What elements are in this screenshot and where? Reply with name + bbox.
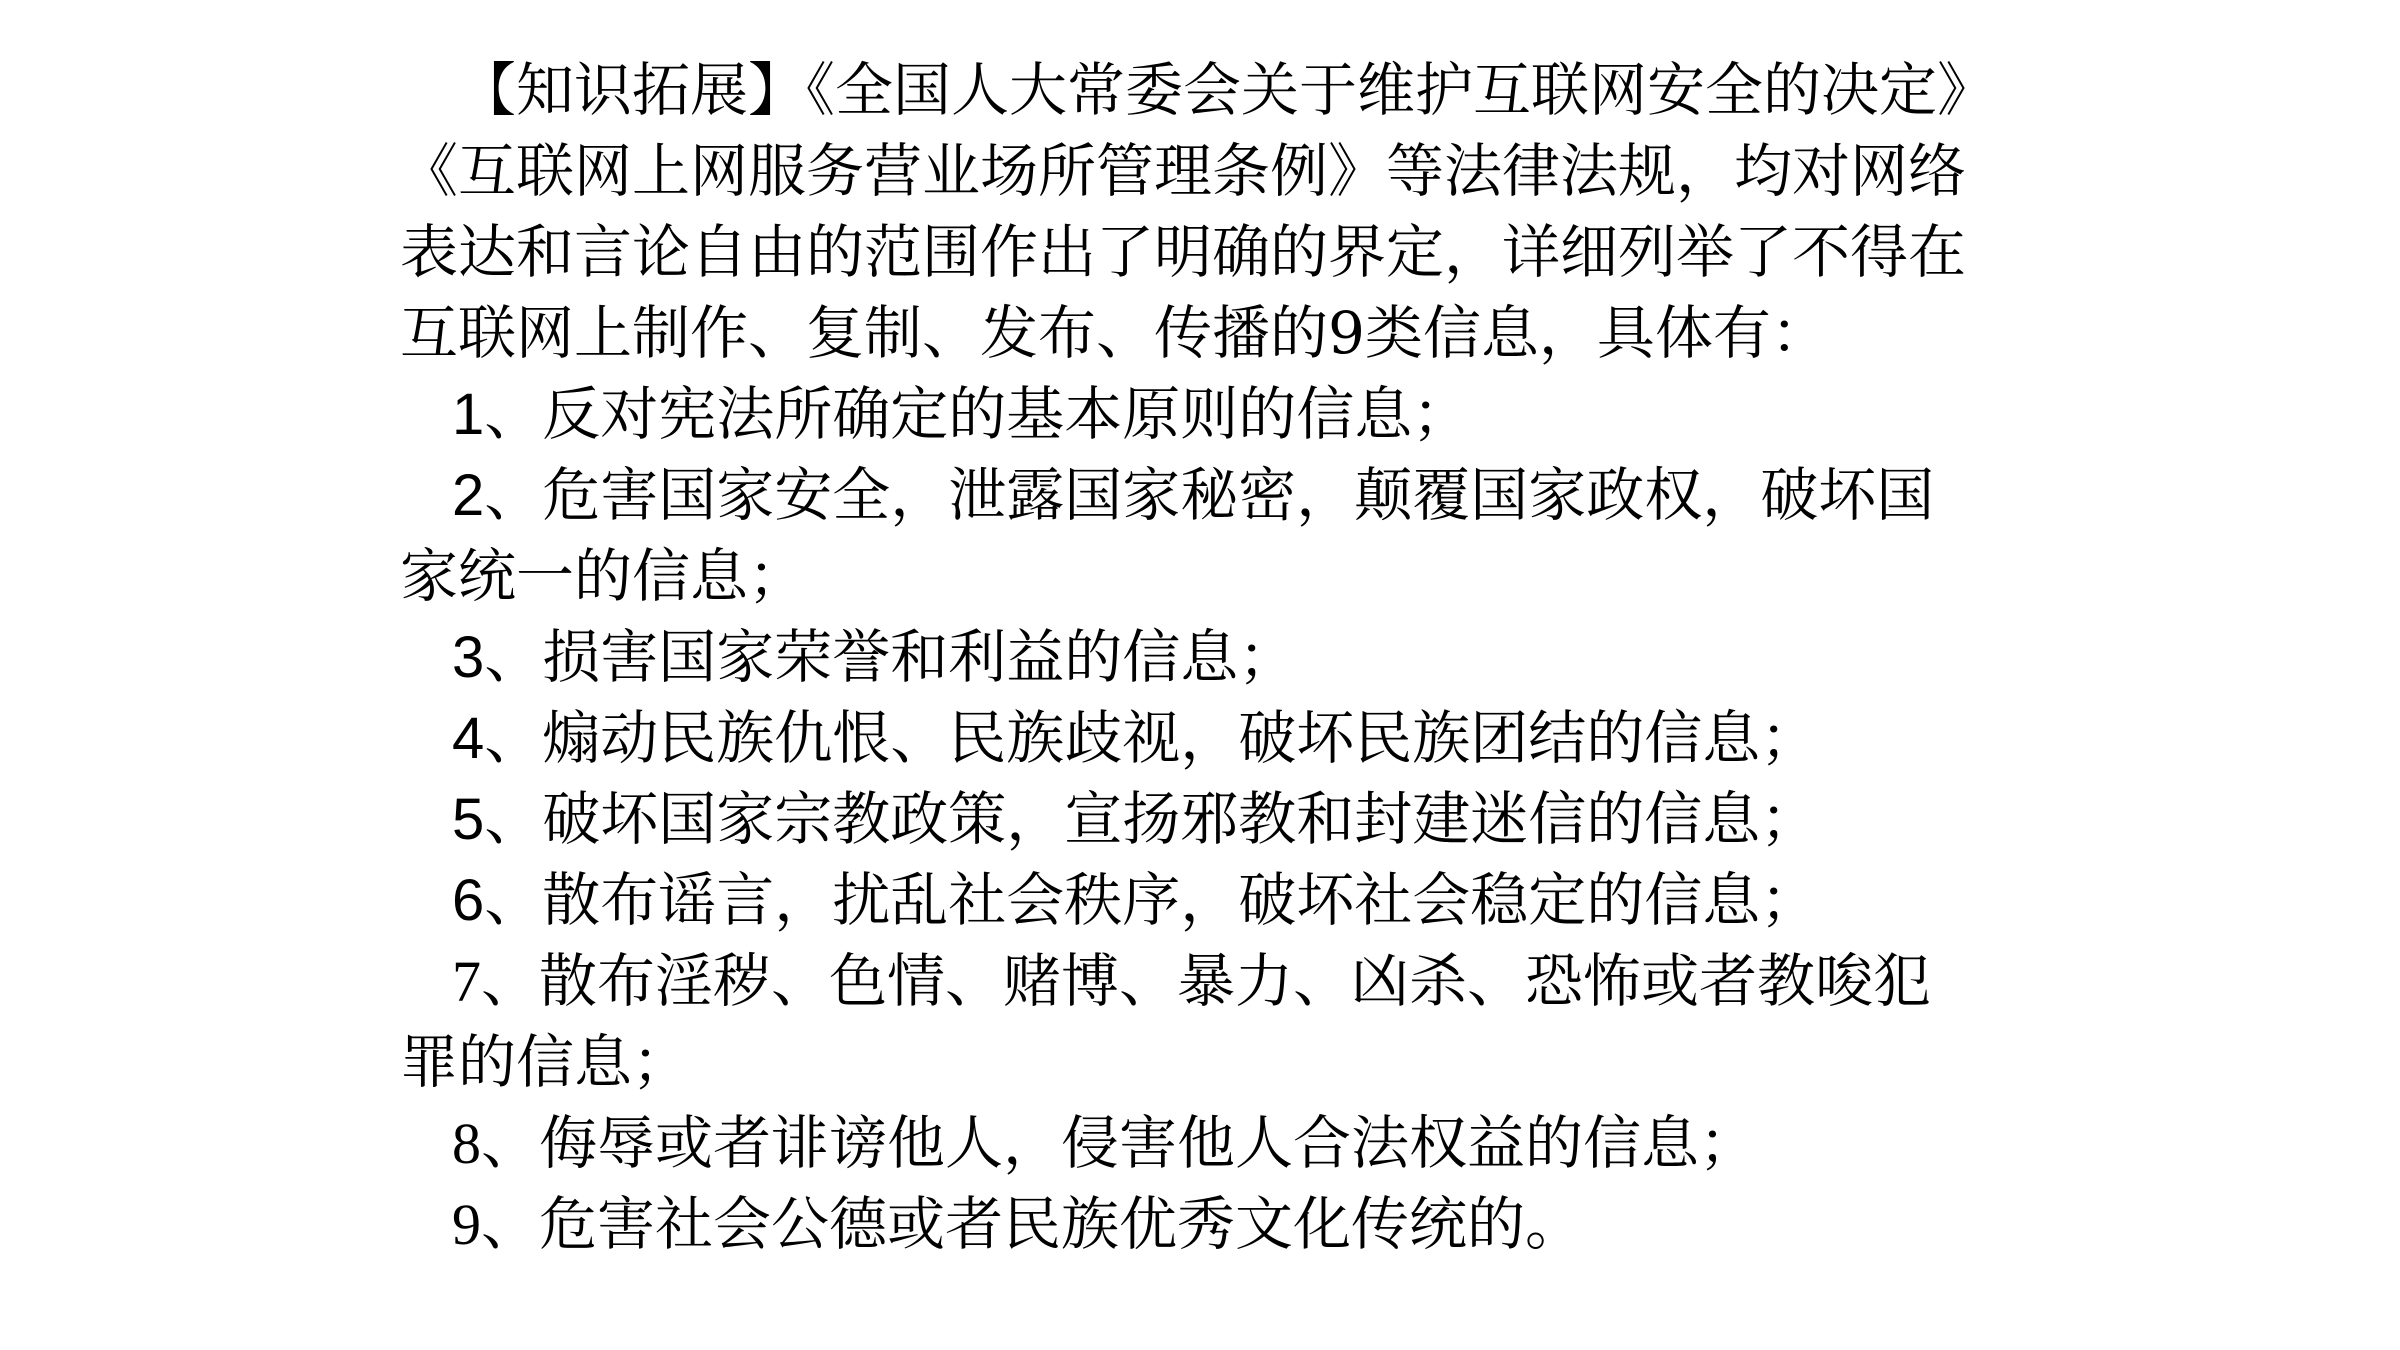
list-item-8 <box>400 1103 2050 1184</box>
list-item-number: 5 <box>452 787 485 852</box>
list-item-7-continuation: 罪的信息； <box>400 1028 691 1096</box>
intro-line-2: 《互联网上网服务营业场所管理条例》等法律法规，均对网络 <box>400 137 1967 205</box>
intro-line-1: 【知识拓展】《全国人大常委会关于维护互联网安全的决定》 <box>458 56 1996 124</box>
list-item-number: 1 <box>452 382 485 447</box>
knowledge-extension-text <box>400 50 2050 1265</box>
list-item-text: 、破坏国家宗教政策，宣扬邪教和封建迷信的信息； <box>484 785 1819 853</box>
list-item-1 <box>400 374 2050 455</box>
list-item-text: 、危害社会公德或者民族优秀文化传统的。 <box>481 1190 1584 1258</box>
list-item-number: 6 <box>452 868 485 933</box>
list-item-number: 4 <box>452 706 485 771</box>
list-item-3 <box>400 617 2050 698</box>
list-item-text: 、侮辱或者诽谤他人，侵害他人合法权益的信息； <box>481 1109 1758 1177</box>
intro-line-3: 表达和言论自由的范围作出了明确的界定，详细列举了不得在 <box>400 218 1967 286</box>
list-item-7 <box>400 941 2050 1022</box>
list-item-text: 、反对宪法所确定的基本原则的信息； <box>484 380 1471 448</box>
list-item-number: 3 <box>452 625 485 690</box>
list-item-9 <box>400 1184 2050 1265</box>
list-item-text: 、危害国家安全，泄露国家秘密，颠覆国家政权，破坏国 <box>484 461 1935 529</box>
list-item-4 <box>400 698 2050 779</box>
list-item-text: 、散布谣言，扰乱社会秩序，破坏社会稳定的信息； <box>484 866 1819 934</box>
list-item-text: 、损害国家荣誉和利益的信息； <box>484 623 1297 691</box>
list-item-2 <box>400 455 2050 536</box>
list-item-2-continuation: 家统一的信息； <box>400 542 807 610</box>
list-item-number: 9 <box>452 1192 481 1257</box>
list-item-text: 、煽动民族仇恨、民族歧视，破坏民族团结的信息； <box>484 704 1819 772</box>
list-item-6 <box>400 860 2050 941</box>
list-item-text: 、散布淫秽、色情、赌博、暴力、凶杀、恐怖或者教唆犯 <box>481 947 1932 1015</box>
list-item-5 <box>400 779 2050 860</box>
intro-line-4: 互联网上制作、复制、发布、传播的9类信息，具体有： <box>400 299 1829 367</box>
list-item-number: 2 <box>452 463 485 528</box>
list-item-number: 7 <box>452 949 481 1014</box>
list-item-number: 8 <box>452 1111 481 1176</box>
